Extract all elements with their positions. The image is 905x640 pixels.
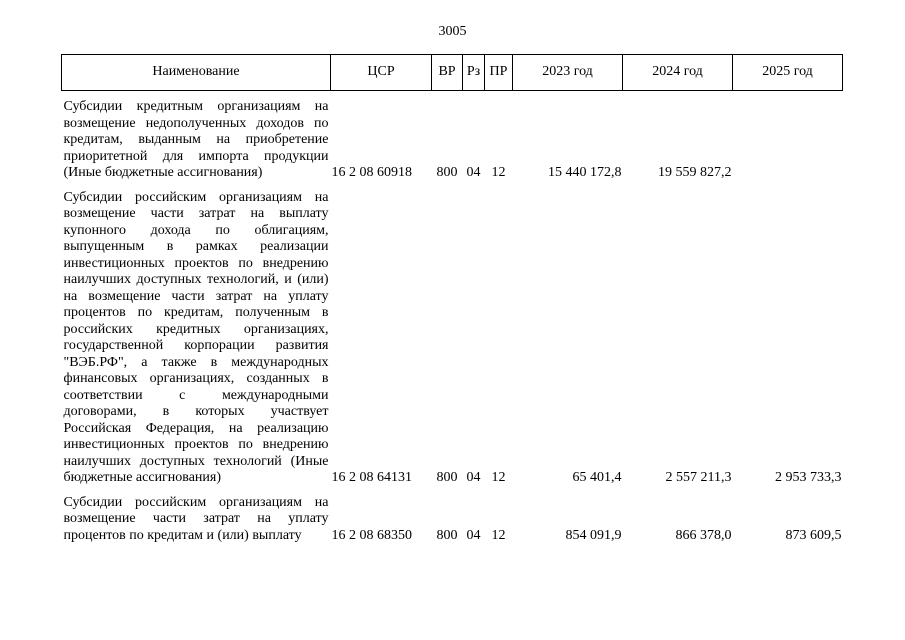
row-name: Субсидии российским организациям на возмещение части затрат на уплату процентов по кредитам и (или) выплату [63, 494, 329, 543]
header-rz: Рз [463, 55, 485, 91]
row-pr: 12 [491, 527, 506, 543]
table-header-row [62, 55, 843, 91]
row-2024: 19 559 827,2 [658, 165, 732, 180]
table-row [62, 91, 843, 190]
row-csr: 16 2 08 64131 [331, 470, 412, 485]
row-vr: 800 [436, 527, 458, 543]
header-vr: ВР [432, 55, 463, 91]
row-csr: 16 2 08 68350 [331, 527, 412, 543]
row-2023: 854 091,9 [565, 527, 622, 543]
row-name: Субсидии российским организациям на возмещение части затрат на выплату купонного дохода по облигациям, выпущенным в рамках реализации инвестиционных проектов по внедрению наилучших доступных технологий, и (или) на возмещение части затрат на уплату процентов по кредитам, полученным в российских кредитных организациях, государственной корпорации развития "ВЭБ.РФ", а также в международных финансовых организациях, созданных в соответствии с международными договорами, в которых участвует Российская Федерация, на реализацию инвестиционных проектов по внедрению наилучших доступных технологий (Иные бюджетные ассигнования) [63, 189, 329, 485]
header-name: Наименование [62, 55, 331, 91]
page-number: 3005 [438, 24, 467, 39]
row-pr: 12 [491, 165, 506, 180]
row-rz: 04 [466, 470, 481, 485]
header-2025: 2025 год [733, 55, 843, 91]
row-2025 [733, 91, 843, 190]
row-2024: 2 557 211,3 [665, 470, 732, 485]
row-2025: 2 953 733,3 [775, 470, 842, 485]
row-rz: 04 [466, 165, 481, 180]
row-vr: 800 [436, 470, 458, 485]
header-csr: ЦСР [331, 55, 432, 91]
row-csr: 16 2 08 60918 [331, 165, 412, 180]
row-2024: 866 378,0 [675, 527, 732, 543]
row-rz: 04 [466, 527, 481, 543]
row-pr: 12 [491, 470, 506, 485]
header-2023: 2023 год [513, 55, 623, 91]
budget-table [61, 54, 843, 544]
row-name: Субсидии кредитным организациям на возмещение недополученных доходов по кредитам, выданным на приобретение приоритетной для импорта продукции (Иные бюджетные ассигнования) [63, 99, 329, 180]
header-2024: 2024 год [623, 55, 733, 91]
row-2023: 65 401,4 [572, 470, 622, 485]
table-row [62, 495, 843, 545]
header-pr: ПР [485, 55, 513, 91]
row-2023: 15 440 172,8 [548, 165, 622, 180]
table-row [62, 190, 843, 495]
row-vr: 800 [436, 165, 458, 180]
row-2025: 873 609,5 [785, 527, 842, 543]
